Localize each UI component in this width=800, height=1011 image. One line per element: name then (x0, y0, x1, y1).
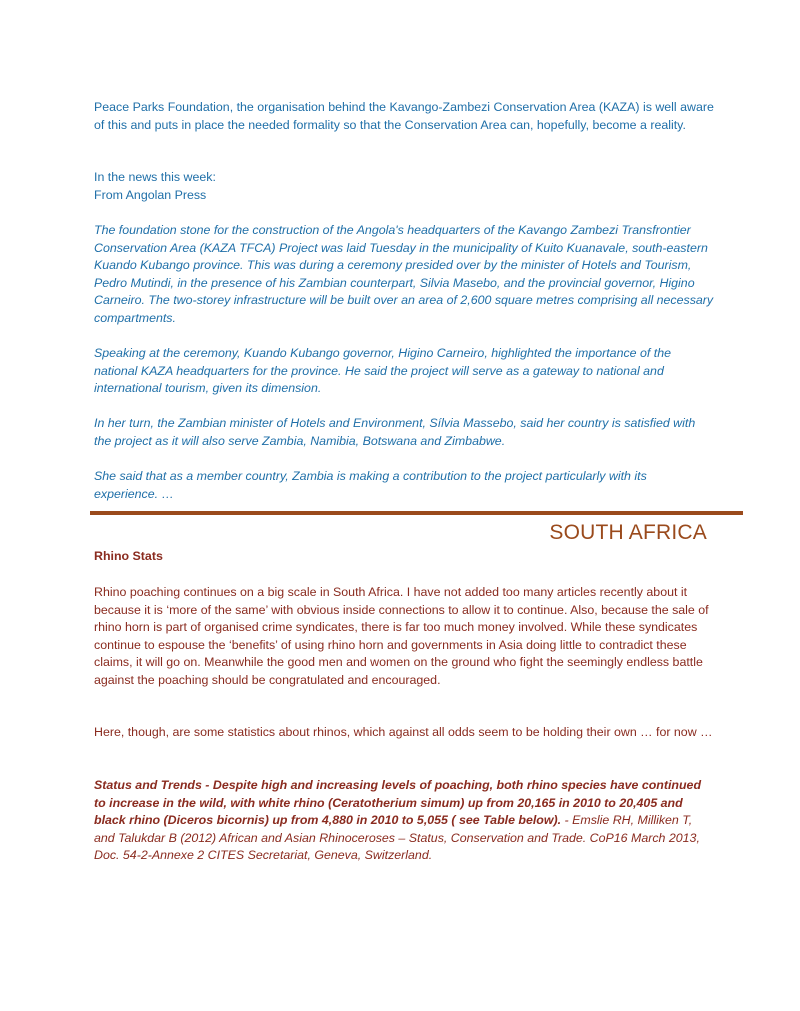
intro-paragraph: Peace Parks Foundation, the organisation behind the Kavango-Zambezi Conservation Area (KAZA) is well aware of this and puts in place the needed formality so that the Conservation Area can, hopefully, become a reality. (94, 100, 714, 132)
news-heading: In the news this week: (94, 170, 216, 184)
news-paragraph: The foundation stone for the construction of the Angola's headquarters of the Kavango Zambezi Transfrontier Conservation Area (KAZA TFCA) Project was laid Tuesday in the municipality of Kuito Kuanavale, south-eastern Kuando Kubango province. This was during a ceremony presided over by the minister of Hotels and Tourism, Pedro Mutindi, in the presence of his Zambian counterpart, Silvia Masebo, and the provincial governor, Higino Carneiro. The two-storey infrastructure will be built over an area of 2,600 square metres comprising all necessary compartments. (94, 223, 714, 325)
status-trends-paragraph (94, 777, 714, 865)
news-paragraph: In her turn, the Zambian minister of Hotels and Environment, Sílvia Massebo, said her country is satisfied with the project as it will also serve Zambia, Namibia, Botswana and Zimbabwe. (94, 416, 696, 448)
rhino-heading: Rhino Stats (94, 549, 163, 563)
rhino-paragraph: Here, though, are some statistics about rhinos, which against all odds seem to be holding their own … for now … (94, 725, 713, 739)
news-paragraph: Speaking at the ceremony, Kuando Kubango governor, Higino Carneiro, highlighted the importance of the national KAZA headquarters for the province. He said the project will serve as a gateway to national and international tourism, given its dimension. (94, 346, 671, 396)
rhino-paragraph: Rhino poaching continues on a big scale in South Africa. I have not added too many articles recently about it because it is ‘more of the same’ with obvious inside connections to allow it to continue. Also, because the sale of rhino horn is part of organised crime syndicates, there is far too much money involved. While these syndicates continue to espouse the ‘benefits’ of using rhino horn and governments in Asia doing little to contradict these claims, it will go on. Meanwhile the good men and women on the ground who fight the seemingly endless battle against the poaching should be congratulated and encouraged. (94, 585, 709, 687)
news-source: From Angolan Press (94, 188, 207, 202)
news-paragraph: She said that as a member country, Zambia is making a contribution to the project particularly with its experience. … (94, 469, 647, 501)
section-divider (90, 511, 743, 515)
status-trends-text: Status and Trends - Despite high and increasing levels of poaching, both rhino species have continued to increase in the wild, with white rhino (Ceratotherium simum) up from 20,165 in 2010 to 20,405 and black rhino (Diceros bicornis) up from 4,880 in 2010 to 5,055 ( see Table below). (94, 778, 702, 828)
section-title: SOUTH AFRICA (549, 521, 707, 544)
citation-text: - Emslie RH, Milliken T, and Talukdar B (2012) African and Asian Rhinoceroses – Status, Conservation and Trade. CoP16 March 2013, Doc. 54-2-Annexe 2 CITES Secretariat, Geneva, Switzerland. (94, 813, 700, 863)
